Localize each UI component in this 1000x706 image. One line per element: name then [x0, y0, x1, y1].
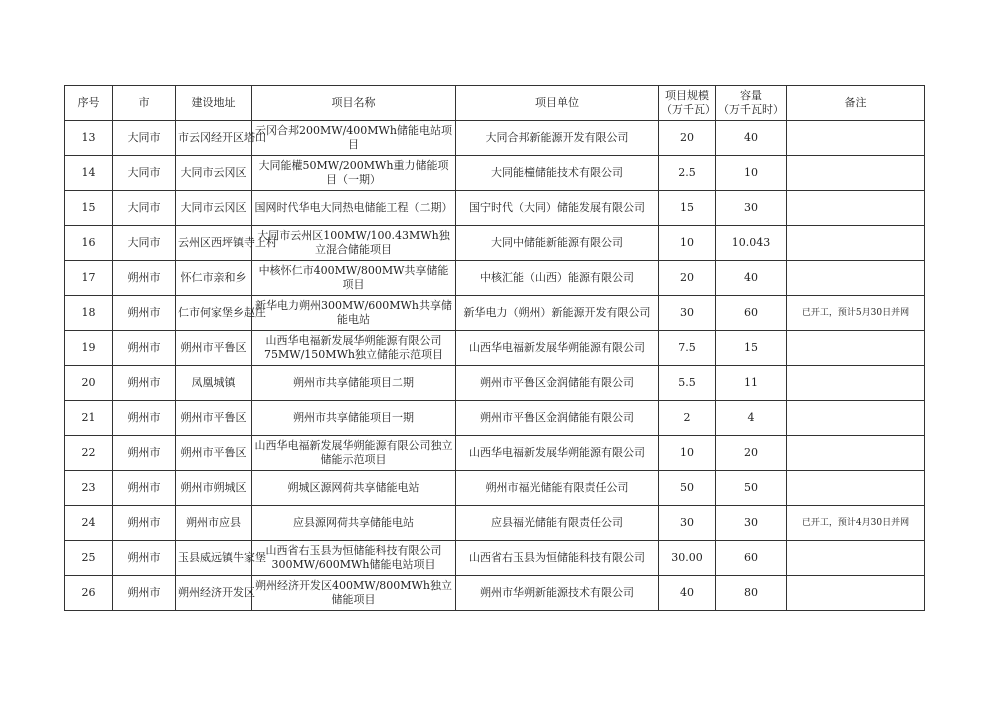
cell-address: 市云冈经开区塔山: [176, 121, 252, 156]
cell-no: 18: [65, 296, 113, 331]
cell-project-unit: 应县福光储能有限责任公司: [456, 506, 659, 541]
cell-project-name: 山西华电福新发展华朔能源有限公司独立储能示范项目: [252, 436, 456, 471]
cell-capacity: 40: [716, 261, 787, 296]
cell-address: 玉县威远镇牛家堡: [176, 541, 252, 576]
cell-city: 朔州市: [113, 541, 176, 576]
cell-address: 朔州经济开发区: [176, 576, 252, 611]
cell-scale: 30.00: [659, 541, 716, 576]
cell-city: 朔州市: [113, 471, 176, 506]
header-project-unit: 项目单位: [456, 86, 659, 121]
table-row: [65, 541, 925, 576]
table-row: [65, 296, 925, 331]
cell-capacity: 30: [716, 191, 787, 226]
cell-scale: 5.5: [659, 366, 716, 401]
cell-scale: 50: [659, 471, 716, 506]
cell-remark: [787, 366, 925, 401]
cell-no: 22: [65, 436, 113, 471]
cell-capacity: 10.043: [716, 226, 787, 261]
cell-no: 25: [65, 541, 113, 576]
cell-scale: 30: [659, 296, 716, 331]
table-row: [65, 156, 925, 191]
cell-remark: [787, 226, 925, 261]
cell-address: 云州区西坪镇寺上村: [176, 226, 252, 261]
cell-capacity: 15: [716, 331, 787, 366]
table-row: [65, 506, 925, 541]
cell-scale: 2.5: [659, 156, 716, 191]
cell-remark: 已开工，预计5月30日并网: [787, 296, 925, 331]
header-no: 序号: [65, 86, 113, 121]
header-project-name: 项目名称: [252, 86, 456, 121]
cell-remark: [787, 191, 925, 226]
table-row: [65, 471, 925, 506]
cell-remark: [787, 541, 925, 576]
cell-remark: [787, 401, 925, 436]
cell-scale: 30: [659, 506, 716, 541]
cell-project-unit: 大同中储能新能源有限公司: [456, 226, 659, 261]
cell-address: 凤凰城镇: [176, 366, 252, 401]
cell-capacity: 4: [716, 401, 787, 436]
cell-remark: [787, 156, 925, 191]
cell-scale: 20: [659, 121, 716, 156]
cell-no: 19: [65, 331, 113, 366]
cell-capacity: 60: [716, 541, 787, 576]
cell-project-name: 朔州市共享储能项目一期: [252, 401, 456, 436]
cell-address: 朔州市平鲁区: [176, 436, 252, 471]
cell-capacity: 20: [716, 436, 787, 471]
table-row: [65, 366, 925, 401]
cell-no: 13: [65, 121, 113, 156]
cell-no: 14: [65, 156, 113, 191]
cell-address: 朔州市朔城区: [176, 471, 252, 506]
cell-scale: 2: [659, 401, 716, 436]
cell-project-name: 山西省右玉县为恒储能科技有限公司300MW/600MWh储能电站项目: [252, 541, 456, 576]
cell-city: 朔州市: [113, 296, 176, 331]
cell-city: 朔州市: [113, 401, 176, 436]
project-table: [64, 85, 925, 611]
cell-project-unit: 山西华电福新发展华朔能源有限公司: [456, 436, 659, 471]
cell-remark: 已开工，预计4月30日并网: [787, 506, 925, 541]
cell-address: 仁市何家堡乡赵庄: [176, 296, 252, 331]
cell-project-name: 国网时代华电大同热电储能工程（二期）: [252, 191, 456, 226]
cell-scale: 7.5: [659, 331, 716, 366]
cell-project-name: 朔州经济开发区400MW/800MWh独立储能项目: [252, 576, 456, 611]
cell-scale: 20: [659, 261, 716, 296]
cell-no: 23: [65, 471, 113, 506]
cell-remark: [787, 576, 925, 611]
cell-project-name: 朔城区源网荷共享储能电站: [252, 471, 456, 506]
table-row: [65, 226, 925, 261]
cell-capacity: 50: [716, 471, 787, 506]
table-row: [65, 576, 925, 611]
cell-scale: 10: [659, 226, 716, 261]
cell-project-unit: 新华电力（朔州）新能源开发有限公司: [456, 296, 659, 331]
cell-scale: 10: [659, 436, 716, 471]
cell-project-name: 大同市云州区100MW/100.43MWh独立混合储能项目: [252, 226, 456, 261]
cell-no: 17: [65, 261, 113, 296]
cell-capacity: 10: [716, 156, 787, 191]
table-row: [65, 436, 925, 471]
cell-remark: [787, 471, 925, 506]
header-city: 市: [113, 86, 176, 121]
cell-city: 大同市: [113, 191, 176, 226]
header-capacity: 容量 （万千瓦时）: [716, 86, 787, 121]
cell-scale: 15: [659, 191, 716, 226]
header-scale: 项目规模 （万千瓦）: [659, 86, 716, 121]
table-row: [65, 191, 925, 226]
cell-remark: [787, 121, 925, 156]
cell-project-unit: 朔州市平鲁区金润储能有限公司: [456, 401, 659, 436]
cell-project-name: 中核怀仁市400MW/800MW共享储能项目: [252, 261, 456, 296]
cell-city: 朔州市: [113, 436, 176, 471]
cell-remark: [787, 261, 925, 296]
cell-capacity: 80: [716, 576, 787, 611]
cell-project-unit: 朔州市福光储能有限责任公司: [456, 471, 659, 506]
header-address: 建设地址: [176, 86, 252, 121]
cell-remark: [787, 331, 925, 366]
cell-address: 大同市云冈区: [176, 191, 252, 226]
cell-project-unit: 山西华电福新发展华朔能源有限公司: [456, 331, 659, 366]
cell-city: 朔州市: [113, 261, 176, 296]
cell-project-unit: 大同能橦储能技术有限公司: [456, 156, 659, 191]
cell-project-unit: 朔州市平鲁区金润储能有限公司: [456, 366, 659, 401]
cell-scale: 40: [659, 576, 716, 611]
cell-city: 朔州市: [113, 366, 176, 401]
cell-city: 朔州市: [113, 576, 176, 611]
cell-city: 大同市: [113, 121, 176, 156]
cell-address: 朔州市平鲁区: [176, 401, 252, 436]
cell-project-unit: 大同合邦新能源开发有限公司: [456, 121, 659, 156]
cell-project-name: 云冈合邦200MW/400MWh储能电站项目: [252, 121, 456, 156]
cell-project-unit: 中核汇能（山西）能源有限公司: [456, 261, 659, 296]
cell-project-unit: 山西省右玉县为恒储能科技有限公司: [456, 541, 659, 576]
cell-project-name: 朔州市共享储能项目二期: [252, 366, 456, 401]
cell-remark: [787, 436, 925, 471]
cell-address: 大同市云冈区: [176, 156, 252, 191]
cell-address: 朔州市平鲁区: [176, 331, 252, 366]
cell-project-name: 山西华电福新发展华朔能源有限公司75MW/150MWh独立储能示范项目: [252, 331, 456, 366]
cell-no: 26: [65, 576, 113, 611]
table-row: [65, 401, 925, 436]
cell-address: 怀仁市亲和乡: [176, 261, 252, 296]
cell-no: 20: [65, 366, 113, 401]
table-row: [65, 121, 925, 156]
cell-no: 24: [65, 506, 113, 541]
cell-city: 大同市: [113, 156, 176, 191]
cell-project-unit: 朔州市华朔新能源技术有限公司: [456, 576, 659, 611]
cell-capacity: 60: [716, 296, 787, 331]
cell-project-name: 应县源网荷共享储能电站: [252, 506, 456, 541]
cell-no: 21: [65, 401, 113, 436]
cell-project-unit: 国宁时代（大同）储能发展有限公司: [456, 191, 659, 226]
cell-address: 朔州市应县: [176, 506, 252, 541]
cell-project-name: 新华电力朔州300MW/600MWh共享储能电站: [252, 296, 456, 331]
header-remark: 备注: [787, 86, 925, 121]
cell-capacity: 11: [716, 366, 787, 401]
table-body: [65, 121, 925, 611]
table-row: [65, 261, 925, 296]
cell-no: 16: [65, 226, 113, 261]
cell-no: 15: [65, 191, 113, 226]
cell-city: 朔州市: [113, 331, 176, 366]
cell-project-name: 大同能權50MW/200MWh重力储能项目（一期）: [252, 156, 456, 191]
cell-city: 朔州市: [113, 506, 176, 541]
cell-capacity: 40: [716, 121, 787, 156]
table-header-row: [65, 86, 925, 121]
table-row: [65, 331, 925, 366]
cell-city: 大同市: [113, 226, 176, 261]
cell-capacity: 30: [716, 506, 787, 541]
